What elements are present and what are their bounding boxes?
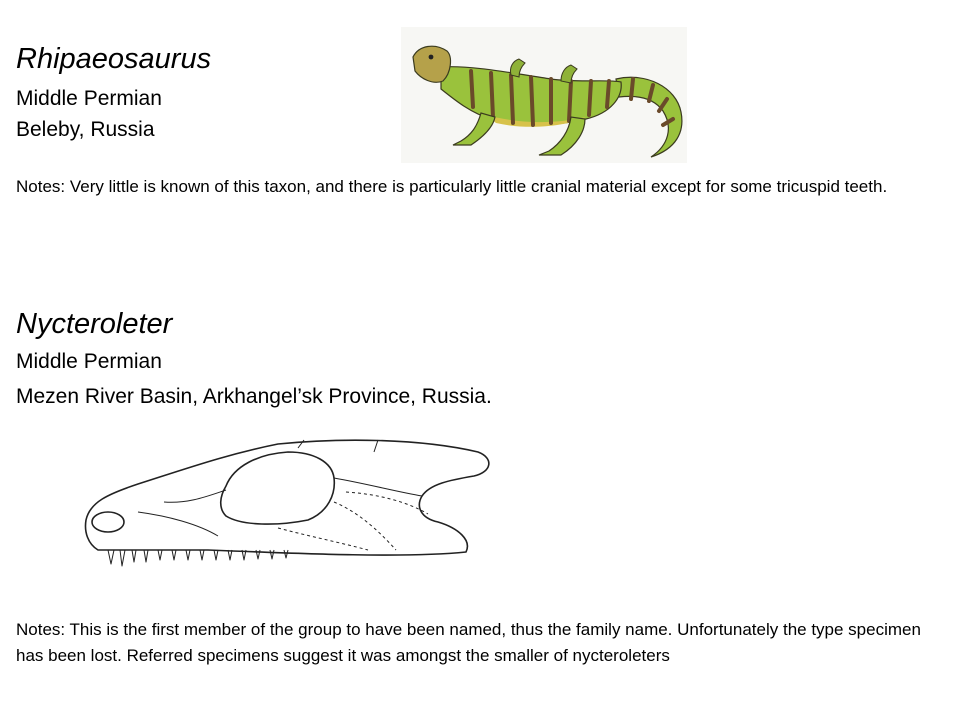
entry-notes: Notes: This is the first member of the group to have been named, thus the family name. Unfortunately the type specimen has been lost. Referred specimens suggest it was amongst the smaller of nycteroleters — [16, 620, 921, 665]
entry-title: Nycteroleter — [16, 308, 173, 340]
lizard-tail — [616, 77, 682, 157]
skull-naris — [92, 512, 124, 532]
entry-notes: Notes: Very little is known of this taxon, and there is particularly little cranial material except for some tricuspid teeth. — [16, 177, 888, 196]
skull-sutures — [138, 440, 428, 550]
lizard-front-leg — [453, 113, 495, 145]
nycteroleter-skull-drawing — [78, 432, 498, 572]
lizard-eye — [429, 55, 434, 60]
entry-period: Middle Permian — [16, 87, 162, 110]
skull-orbit — [221, 452, 335, 524]
rhipaeosaurus-illustration — [401, 27, 687, 163]
entry-location: Mezen River Basin, Arkhangel’sk Province, Russia. — [16, 385, 492, 408]
skull-outline — [86, 440, 489, 555]
entry-period: Middle Permian — [16, 350, 162, 373]
entry-title: Rhipaeosaurus — [16, 43, 212, 75]
lizard-head — [413, 46, 450, 82]
entry-location: Beleby, Russia — [16, 118, 155, 141]
